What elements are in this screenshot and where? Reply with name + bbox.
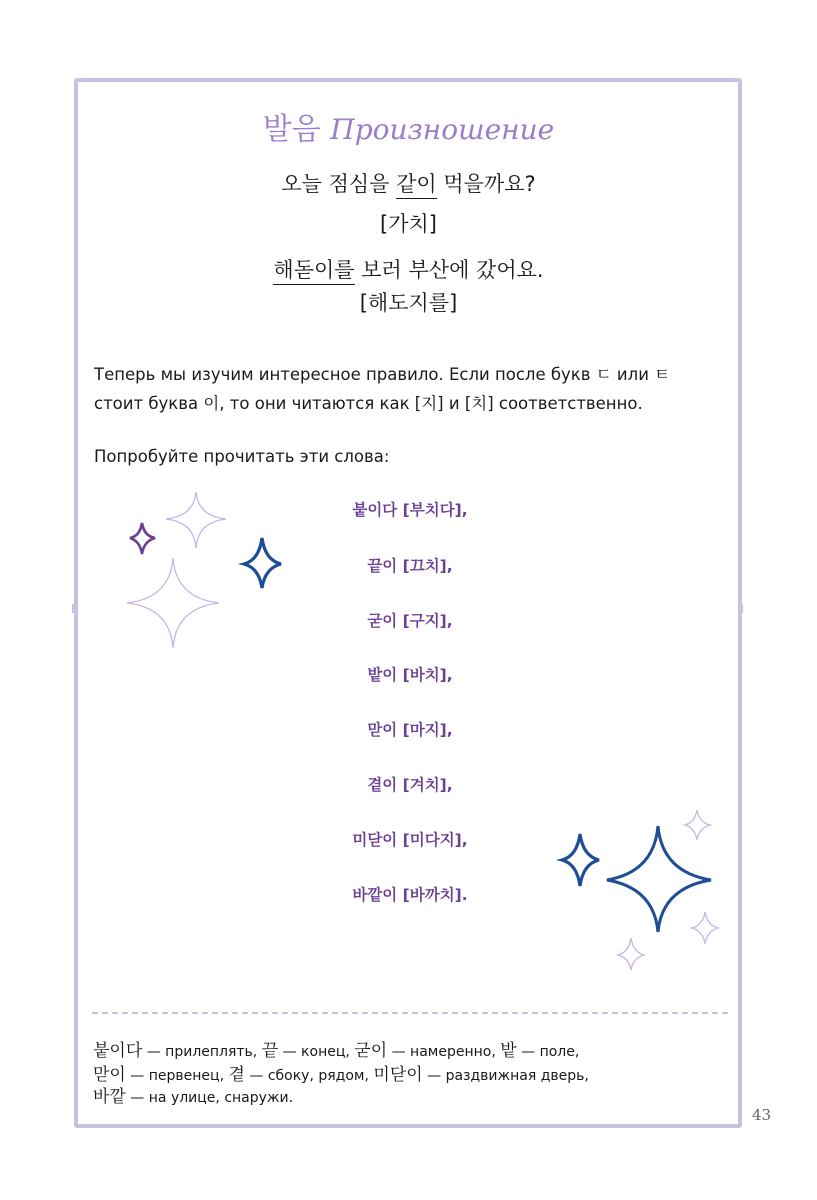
example-1-pronunciation: [가치] [380,212,437,236]
glossary-term: 굳이 [354,1041,388,1061]
rule-line-2: стоит буква 이, то они читаются как [지] и [치] соответственно. [94,394,643,413]
example-2-after: 보러 부산에 갔어요. [354,258,544,282]
list-item: 끝이 [끄치], [367,557,453,575]
sparkle-icon [130,523,155,554]
glossary-term: 끝 [261,1041,279,1061]
list-item: 굳이 [구지], [367,612,453,630]
glossary-term: 붙이다 [93,1041,143,1061]
glossary-translation: — на улице, снаружи. [125,1090,294,1106]
list-item: 붙이다 [부치다], [352,501,468,519]
example-2-underlined: 해돋이를 [273,258,354,285]
sparkle-icon [692,912,718,944]
glossary-term: 미닫이 [373,1065,423,1085]
glossary-translation: — намеренно, [387,1044,501,1060]
glossary-translation: — конец, [278,1044,355,1060]
sparkle-icon [244,538,281,588]
glossary-line-3 [93,1084,733,1111]
title-russian: Произношение [330,113,555,146]
example-1-after: 먹을까요? [436,172,536,196]
rule-line-1: Теперь мы изучим интересное правило. Если после букв ㄷ или ㅌ [94,365,671,384]
example-2-pronunciation: [해도지를] [359,291,458,315]
sparkle-icon [562,834,599,886]
list-item: 바깥이 [바까치]. [352,886,468,904]
sparkle-icon [127,558,219,648]
sparkle-icon [618,938,644,970]
glossary-term: 바깥 [93,1087,126,1107]
sparkle-icon [685,810,710,840]
list-item: 미닫이 [미다지], [352,831,468,849]
example-1-underlined: 같이 [396,172,437,199]
glossary-translation: — сбоку, рядом, [244,1068,374,1084]
title-korean: 발음 [262,112,321,147]
reading-prompt: Попробуйте прочитать эти слова: [94,447,390,466]
list-item: 곁이 [겨치], [367,776,453,794]
glossary-translation: — прилеплять, [142,1044,262,1060]
glossary-term: 곁 [228,1065,245,1085]
sparkle-icon [166,492,226,548]
list-item: 밭이 [바치], [367,666,453,684]
glossary-term: 맏이 [93,1065,126,1085]
glossary-translation: — раздвижная дверь, [422,1068,589,1084]
example-1-before: 오늘 점심을 [281,172,397,196]
page-number: 43 [752,1106,772,1124]
sparkle-icon [607,826,711,932]
divider [92,1012,728,1014]
glossary-term: 밭 [500,1041,517,1061]
glossary-line-1 [93,1038,733,1065]
glossary-translation: — первенец, [125,1068,229,1084]
glossary-translation: — поле, [516,1044,580,1060]
list-item: 맏이 [마지], [367,721,453,739]
